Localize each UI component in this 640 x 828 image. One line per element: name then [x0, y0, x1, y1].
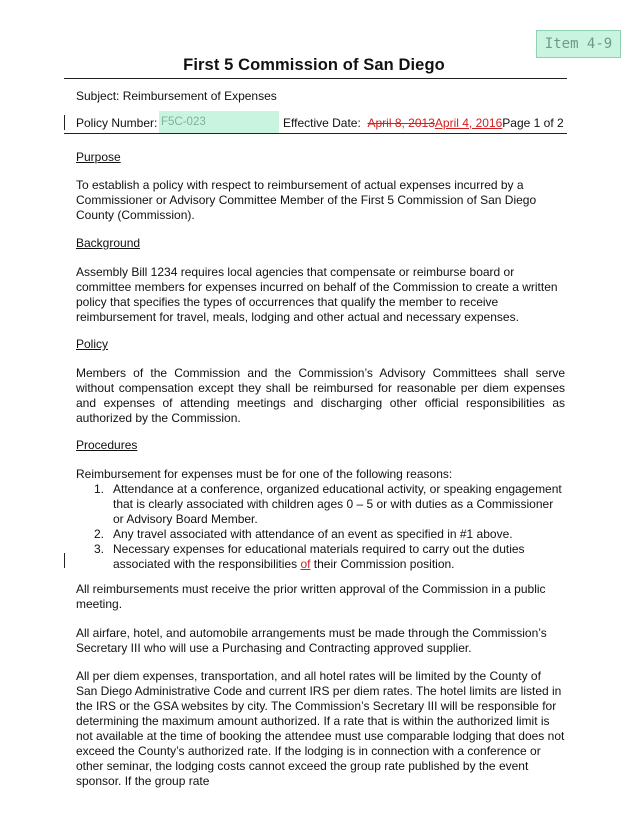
inserted-date: April 4, 2016 — [434, 116, 503, 130]
approval-text: All reimbursements must receive the prior written approval of the Commission in a public meeting. — [76, 582, 546, 611]
policy-info-line — [64, 111, 567, 133]
change-bar — [64, 553, 65, 568]
page-number: Page 1 of 2 — [502, 116, 564, 130]
subject-line: Subject: Reimbursement of Expenses — [76, 89, 277, 103]
list-item: 3. Necessary expenses for educational materials required to carry out the duties associated with the responsibilities of their Commission position. — [94, 542, 525, 571]
item-badge: Item 4-9 — [536, 30, 621, 58]
policy-number-field: F5C-023 — [159, 111, 279, 133]
policy-text: Members of the Commission and the Commission’s Advisory Committees shall serve without compensation except they shall be reimbursed for reasonable per diem expenses and expenses of attending meetings and discharging other official responsibilities as authorized by the Commission. — [76, 366, 565, 425]
effective-date — [283, 116, 564, 130]
procedures-list — [76, 482, 565, 572]
policy-heading: Policy — [76, 337, 109, 351]
purpose-text: To establish a policy with respect to reimbursement of actual expenses incurred by a Commissioner or Advisory Committee Member of the First 5 Commission of San Diego County (Commission). — [76, 178, 537, 222]
procedures-intro: Reimbursement for expenses must be for one of the following reasons: — [76, 467, 453, 481]
title-rule — [64, 78, 567, 79]
header-rule — [64, 133, 567, 134]
airfare-text: All airfare, hotel, and automobile arrangements must be made through the Commission’s Secretary III who will use a Purchasing and Contracting approved supplier. — [76, 626, 547, 655]
list-item: 2. Any travel associated with attendance of an event as specified in #1 above. — [94, 527, 513, 541]
purpose-heading: Purpose — [76, 150, 121, 164]
background-text: Assembly Bill 1234 requires local agencies that compensate or reimburse board or committee members for expenses incurred on behalf of the Commission to create a written policy that specifies the types of occurrences that qualify the member to receive reimbursement for travel, meals, lodging and other actual and necessary expenses. — [76, 265, 558, 324]
per-diem-text: All per diem expenses, transportation, and all hotel rates will be limited by the County of San Diego Administrative Code and current IRS per diem rates. The hotel limits are listed in the IRS or the GSA websites by city. The Commission’s Secretary III will be responsible for determining the maximum amount authorized. If a rate that is within the authorized limit is not available at the time of booking the attendee must use comparable lodging that does not exceed the County’s authorized rate. If the lodging is in connection with a conference or other seminar, the lodging costs cannot exceed the group rate published by the event sponsor. If the group rate — [76, 669, 565, 788]
change-bar — [64, 115, 65, 130]
document-title: First 5 Commission of San Diego — [183, 56, 445, 74]
deleted-date: April 8, 2013 — [367, 116, 435, 130]
procedures-heading: Procedures — [76, 438, 138, 452]
effective-date-label: Effective Date: — [283, 116, 361, 130]
list-item: 1. Attendance at a conference, organized educational activity, or speaking engagement that is clearly associated with children ages 0 – 5 or with duties as a Commissioner or Advisory Board Member. — [94, 482, 562, 526]
policy-number-label: Policy Number: — [76, 116, 158, 130]
background-heading: Background — [76, 236, 141, 250]
inserted-word: of — [300, 557, 311, 571]
